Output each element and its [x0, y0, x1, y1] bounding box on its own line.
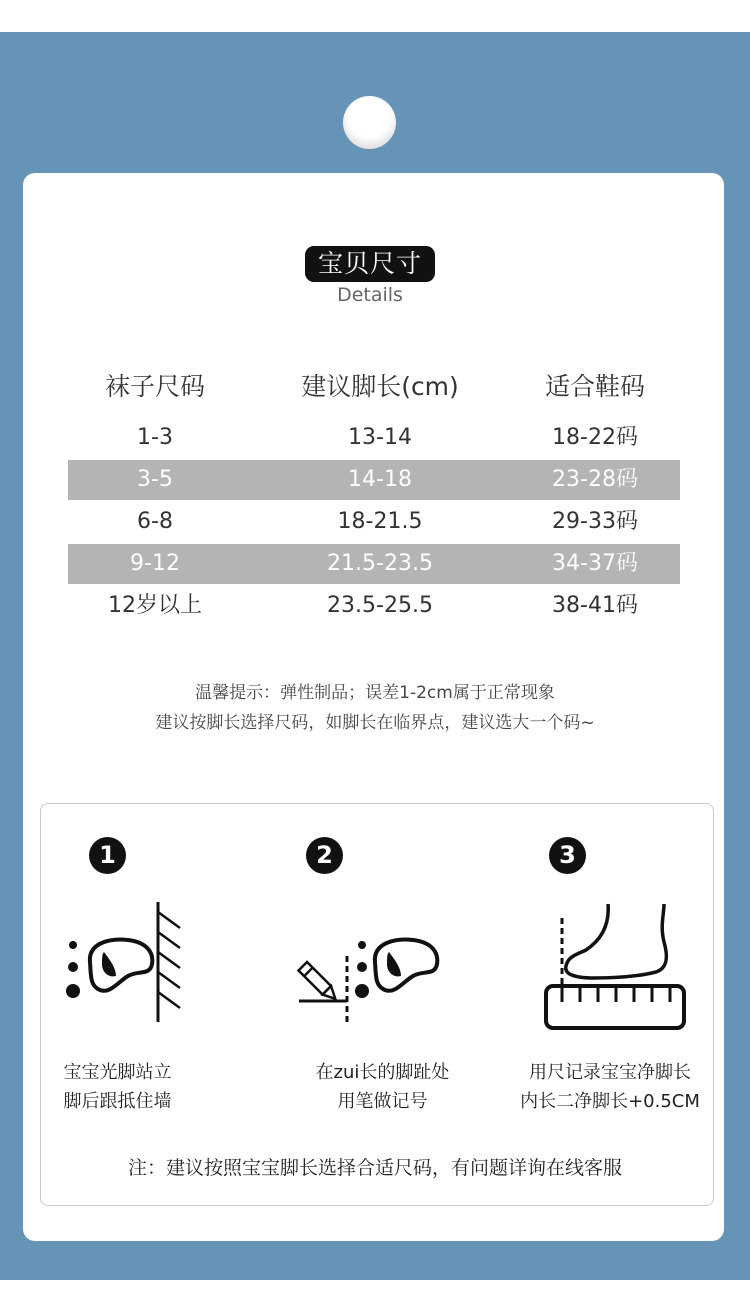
cell-shoe-size: 23-28码	[552, 467, 638, 492]
cell-sock-size: 9-12	[130, 551, 180, 576]
header-sock-size: 袜子尺码	[104, 372, 205, 401]
cell-sock-size: 6-8	[137, 509, 173, 534]
step-3-number: 3	[549, 837, 586, 874]
table-row	[68, 460, 680, 500]
cell-foot-length: 18-21.5	[337, 509, 423, 534]
step-1-text	[50, 1058, 185, 1116]
step-3-text	[510, 1058, 710, 1116]
foot-against-wall-icon	[60, 900, 190, 1030]
table-row	[68, 418, 680, 458]
cell-foot-length: 21.5-23.5	[327, 551, 433, 576]
cell-sock-size: 3-5	[137, 467, 173, 492]
cell-shoe-size: 29-33码	[552, 509, 638, 534]
step-1-line-2: 脚后跟抵住墙	[63, 1091, 172, 1112]
cell-sock-size: 1-3	[137, 425, 173, 450]
tip-line-1: 温馨提示：弹性制品；误差1-2cm属于正常现象	[195, 683, 555, 703]
cell-shoe-size: 18-22码	[552, 425, 638, 450]
cell-shoe-size: 34-37码	[552, 551, 638, 576]
table-row	[68, 502, 680, 542]
table-row	[68, 586, 680, 626]
cell-foot-length: 23.5-25.5	[327, 593, 433, 618]
step-3-line-2: 内长二净脚长+0.5CM	[520, 1091, 700, 1112]
step-2-text	[295, 1058, 470, 1116]
foot-on-ruler-icon	[540, 898, 690, 1033]
step-2-line-2: 用笔做记号	[337, 1091, 428, 1112]
pencil-mark-toe-icon	[295, 920, 445, 1030]
hang-hole	[343, 96, 396, 149]
step-2-line-1: 在zui长的脚趾处	[315, 1062, 450, 1083]
cell-foot-length: 14-18	[348, 467, 412, 492]
page-subtitle: Details	[337, 284, 403, 306]
header-shoe-size: 适合鞋码	[544, 372, 645, 401]
step-2-number: 2	[306, 837, 343, 874]
cell-foot-length: 13-14	[348, 425, 412, 450]
cell-sock-size: 12岁以上	[108, 593, 202, 618]
step-1-number: 1	[89, 837, 126, 874]
table-row	[68, 544, 680, 584]
tip-line-2: 建议按脚长选择尺码，如脚长在临界点，建议选大一个码~	[155, 713, 595, 733]
page-title: 宝贝尺寸	[305, 246, 435, 282]
step-1-line-1: 宝宝光脚站立	[63, 1062, 172, 1083]
footer-note: 注：建议按照宝宝脚长选择合适尺码，有问题详询在线客服	[127, 1157, 622, 1179]
header-foot-length: 建议脚长(cm)	[301, 372, 459, 401]
cell-shoe-size: 38-41码	[552, 593, 638, 618]
step-3-line-1: 用尺记录宝宝净脚长	[529, 1062, 691, 1083]
